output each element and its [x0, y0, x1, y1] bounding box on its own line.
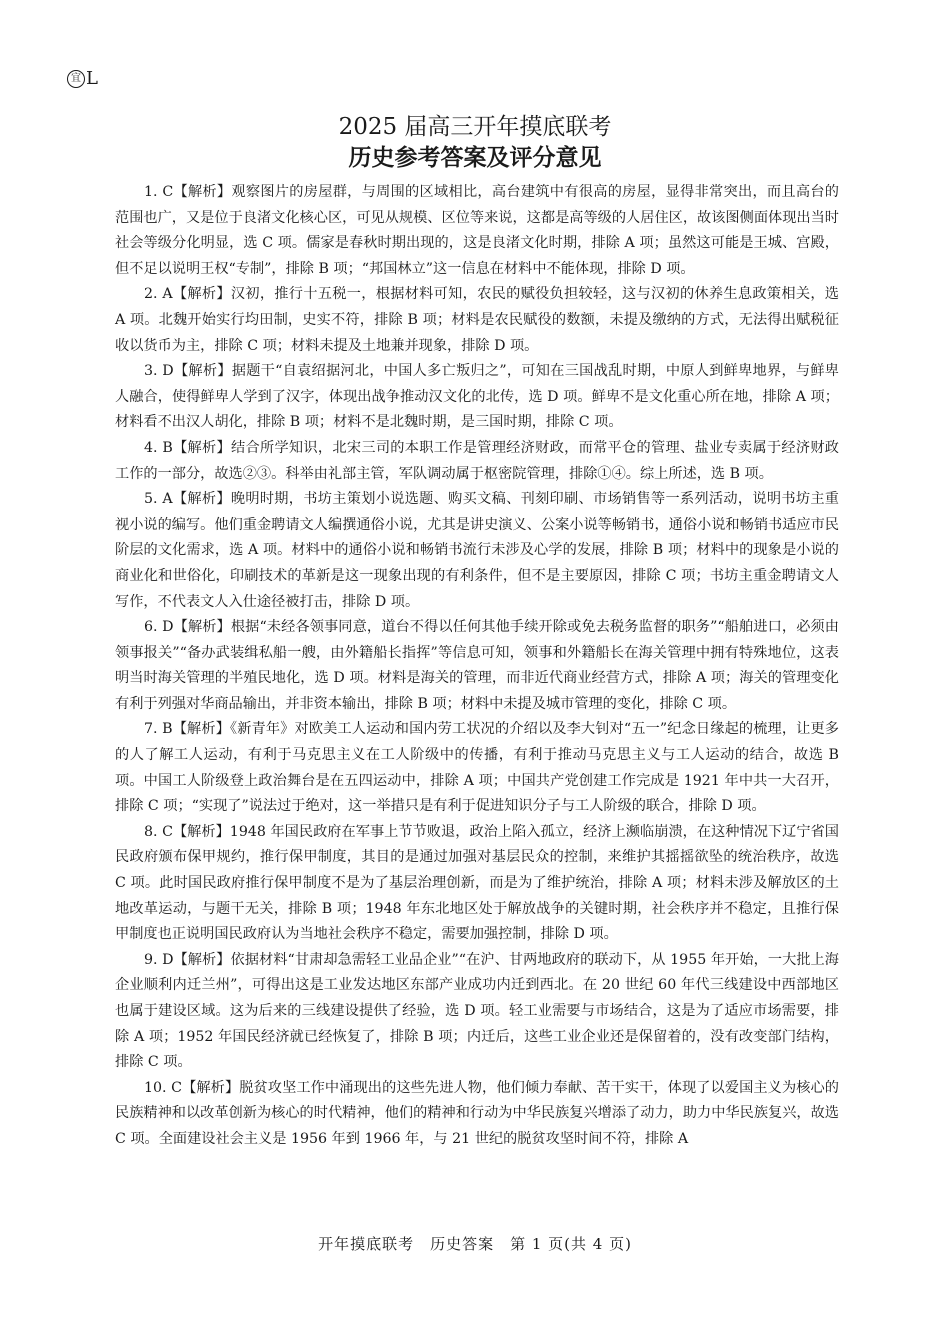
answer-item-5: 5. A【解析】晚明时期，书坊主策划小说选题、购买文稿、刊刻印刷、市场销售等一系列活动，说明书坊主重视小说的编写。他们重金聘请文人编撰通俗小说，尤其是讲史演义、公案小说等畅销书，通俗小说和畅销书适应市民阶层的文化需求，选 A 项。材料中的通俗小说和畅销书流行未涉及心学的发展，排除 B 项；材料中的现象是小说的商业化和世俗化，印刷技术的革新是这一现象出现的有利条件，但不是主要原因，排除 C 项；书坊主重金聘请文人写作，不代表文人入仕途径被打击，排除 D 项。: [115, 491, 839, 610]
corner-mark: [67, 68, 98, 89]
answer-item-8: 8. C【解析】1948 年国民政府在军事上节节败退，政治上陷入孤立，经济上濒临崩溃，在这种情况下辽宁省国民政府颁布保甲规约，推行保甲制度，其目的是通过加强对基层民众的控制，来维护其摇摇欲坠的统治秩序，故选 C 项。此时国民政府推行保甲制度不是为了基层治理创新，而是为了维护统治，排除 A 项；材料未涉及解放区的土地改革运动，与题干无关，排除 B 项；1948 年东北地区处于解放战争的关键时期，社会秩序并不稳定，且推行保甲制度也正说明国民政府认为当地社会秩序不稳定，需要加强控制，排除 D 项。: [115, 823, 839, 943]
answer-item-10: 10. C【解析】脱贫攻坚工作中涌现出的这些先进人物，他们倾力奉献、苦干实干，体现了以爱国主义为核心的民族精神和以改革创新为核心的时代精神，他们的精神和行动为中华民族复兴增添了动力，助力中华民族复兴，故选 C 项。全面建设社会主义是 1956 年到 1966 年，与 21 世纪的脱贫攻坚时间不符，排除 A: [115, 1079, 839, 1147]
exam-title: 2025 届高三开年摸底联考: [338, 114, 612, 140]
corner-mark-letter: L: [86, 68, 98, 89]
answer-item-9: 9. D【解析】依据材料“甘肃却急需轻工业品企业”“在沪、甘两地政府的联动下，从 1955 年开始，一大批上海企业顺利内迁兰州”，可得出这是工业发达地区东部产业成功内迁到西北。在 20 世纪 60 年代三线建设中西部地区也属于建设区域。这为后来的三线建设提供了经验，选 D 项。轻工业需要与市场结合，这是为了适应市场需要，排除 A 项；1952 年国民经济就已经恢复了，排除 B 项；内迁后，这些工业企业还是保留着的，没有改变部门结构，排除 C 项。: [115, 951, 839, 1071]
answer-list: [115, 180, 839, 1153]
document-title: 历史参考答案及评分意见: [348, 144, 602, 171]
corner-mark-seal: 宜: [67, 70, 85, 88]
answer-item-4: 4. B【解析】结合所学知识，北宋三司的本职工作是管理经济财政，而常平仓的管理、盐业专卖属于经济财政工作的一部分，故选②③。科举由礼部主管，军队调动属于枢密院管理，排除①④。综上所述，选 B 项。: [115, 439, 839, 482]
page-footer: 开年摸底联考 历史答案 第 1 页(共 4 页): [318, 1235, 632, 1253]
answer-item-7: 7. B【解析】《新青年》对欧美工人运动和国内劳工状况的介绍以及李大钊对“五一”纪念日缘起的梳理，让更多的人了解工人运动，有利于马克思主义在工人阶级中的传播，有利于推动马克思主义与工人运动的结合，故选 B 项。中国工人阶级登上政治舞台是在五四运动中，排除 A 项；中国共产党创建工作完成是 1921 年中共一大召开，排除 C 项；“实现了”说法过于绝对，这一举措只是有利于促进知识分子与工人阶级的联合，排除 D 项。: [115, 721, 839, 815]
answer-item-6: 6. D【解析】根据“未经各领事同意，道台不得以任何其他手续开除或免去税务监督的职务”“船舶进口，必须由领事报关”“备办武装缉私船一艘，由外籍船长指挥”等信息可知，领事和外籍船长在海关管理中拥有特殊地位，这表明当时海关管理的半殖民地化，选 D 项。材料是海关的管理，而非近代商业经营方式，排除 A 项；海关的管理变化有利于列强对华商品输出，并非资本输出，排除 B 项；材料中未提及城市管理的变化，排除 C 项。: [115, 619, 839, 712]
answer-item-2: 2. A【解析】汉初，推行十五税一，根据材料可知，农民的赋役负担较轻，这与汉初的休养生息政策相关，选 A 项。北魏开始实行均田制，史实不符，排除 B 项；材料是农民赋役的数额，未提及缴纳的方式，无法得出赋税征收以货币为主，排除 C 项；材料未提及土地兼并现象，排除 D 项。: [115, 286, 839, 354]
answer-item-1: 1. C【解析】观察图片的房屋群，与周围的区域相比，高台建筑中有很高的房屋，显得非常突出，而且高台的范围也广，又是位于良渚文化核心区，可见从规模、区位等来说，这都是高等级的人居住区，故该图侧面体现出当时社会等级分化明显，选 C 项。儒家是春秋时期出现的，这是良渚文化时期，排除 A 项；虽然这可能是王城、宫殿，但不足以说明王权“专制”，排除 B 项；“邦国林立”这一信息在材料中不能体现，排除 D 项。: [115, 184, 839, 277]
answer-item-3: 3. D【解析】据题干“自袁绍据河北，中国人多亡叛归之”，可知在三国战乱时期，中原人到鲜卑地界，与鲜卑人融合，使得鲜卑人学到了汉字，体现出战争推动汉文化的北传，选 D 项。鲜卑不是文化重心所在地，排除 A 项；材料看不出汉人胡化，排除 B 项；材料不是北魏时期，是三国时期，排除 C 项。: [115, 363, 839, 431]
